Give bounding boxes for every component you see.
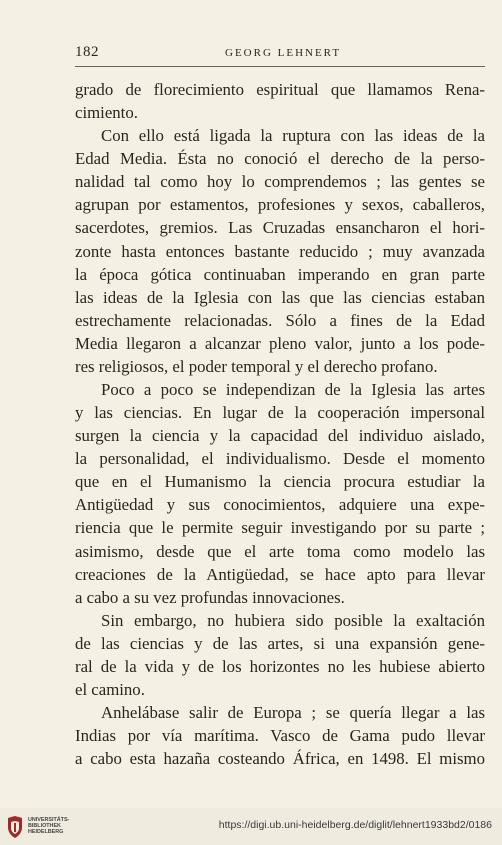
footer-bar <box>0 808 502 845</box>
text-line: Edad Media. Ésta no conoció el derecho de la perso- <box>75 149 485 169</box>
text-line: Poco a poco se independizan de la Iglesia las artes <box>101 380 485 400</box>
text-line: nalidad tal como hoy lo comprendemos ; las gentes se <box>75 172 485 192</box>
text-line: la época gótica continuaban imperando en gran parte <box>75 264 485 284</box>
text-line: que en el Humanismo la ciencia procura estudiar la <box>75 472 485 492</box>
page-number: 182 <box>75 44 99 60</box>
library-name-line: BIBLIOTHEK <box>28 823 61 830</box>
text-line: zonte hasta entonces bastante reducido ; muy avanzada <box>75 241 485 261</box>
text-line: cimiento. <box>75 103 138 123</box>
body-text <box>75 78 485 770</box>
text-line: y las ciencias. En lugar de la cooperación impersonal <box>75 403 485 423</box>
text-line: ral de la vida y de los horizontes no les hubiese abierto <box>75 656 485 676</box>
page-header <box>75 44 485 64</box>
text-line: Con ello está ligada la ruptura con las ideas de la <box>101 126 485 146</box>
source-link[interactable]: https://digi.ub.uni-heidelberg.de/diglit/lehnert1933bd2/0186 <box>218 819 492 831</box>
text-line: la personalidad, el individualismo. Desde el momento <box>75 449 485 469</box>
text-line: el camino. <box>75 680 145 700</box>
text-line: asimismo, desde que el arte toma como modelo las <box>75 541 485 561</box>
text-line: a cabo esta hazaña costeando África, en 1498. El mismo <box>75 749 485 769</box>
text-line: a cabo a su vez profundas innovaciones. <box>75 587 345 607</box>
text-line: Antigüedad y sus conocimientos, adquiere una expe- <box>75 495 485 515</box>
text-line: agrupan por estamentos, profesiones y sexos, caballeros, <box>75 195 485 215</box>
text-line: estrechamente relacionadas. Sólo a fines de la Edad <box>75 310 485 330</box>
running-head: GEORG LEHNERT <box>225 47 342 59</box>
text-line: Media llegaron a alcanzar pleno valor, junto a los pode- <box>75 333 485 353</box>
text-line: surgen la ciencia y la capacidad del individuo aislado, <box>75 426 485 446</box>
text-line: las ideas de la Iglesia con las que las ciencias estaban <box>75 287 485 307</box>
text-line: riencia que le permite seguir investigando por su parte ; <box>75 518 485 538</box>
library-name-line: HEIDELBERG <box>28 829 64 836</box>
text-line: grado de florecimiento espiritual que llamamos Rena- <box>75 80 485 99</box>
university-library-logo-icon <box>6 815 24 839</box>
text-line: Sin embargo, no hubiera sido posible la exaltación <box>101 610 485 630</box>
text-line: sacerdotes, gremios. Las Cruzadas ensancharon el hori- <box>75 218 485 238</box>
text-line: Anhelábase salir de Europa ; se quería llegar a las <box>101 703 485 723</box>
text-line: creaciones de la Antigüedad, se hace apto para llevar <box>75 564 485 584</box>
text-line: Indias por vía marítima. Vasco de Gama pudo llevar <box>75 726 485 746</box>
text-line: res religiosos, el poder temporal y el derecho profano. <box>75 356 438 376</box>
library-name-line: UNIVERSITÄTS- <box>28 817 70 823</box>
header-rule <box>75 66 485 67</box>
library-name <box>28 817 69 836</box>
text-line: de las ciencias y de las artes, si una expansión gene- <box>75 633 485 653</box>
